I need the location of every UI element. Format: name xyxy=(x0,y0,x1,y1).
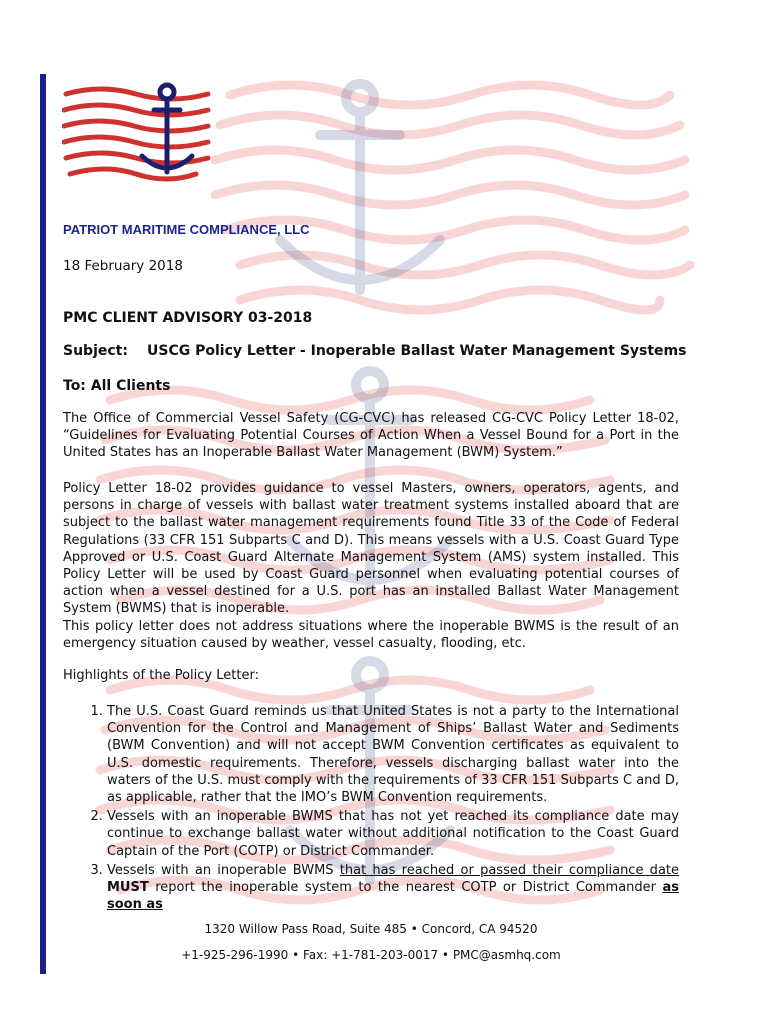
anchor-flag-icon xyxy=(62,80,212,188)
footer-address: 1320 Willow Pass Road, Suite 485 • Concord, CA 94520 xyxy=(204,922,538,936)
footer-contact: +1-925-296-1990 • Fax: +1-781-203-0017 • PMC@asmhq.com xyxy=(181,948,561,962)
list-item: 2. Vessels with an inoperable BWMS that has not yet reached its compliance date may continue to exchange ballast water without additional notification to the Coast Guard Captain of the Port (COTP) or District Commander. xyxy=(107,808,679,860)
subject-label: Subject: xyxy=(63,343,128,359)
item3-text-cont: report the inoperable system to the nearest COTP or District Commander xyxy=(148,880,663,896)
list-item: 1. The U.S. Coast Guard reminds us that United States is not a party to the International Convention for the Control and Management of Ships’ Ballast Water and Sediments (BWM Convention) and will not accept BWM Convention certificates as equivalent to U.S. domestic requirements. Therefore, vessels discharging ballast water into the waters of the U.S. must comply with the requirements of 33 CFR 151 Subparts C and D, as applicable, rather that the IMO’s BWM Convention requirements. xyxy=(107,703,679,806)
subject-line xyxy=(63,343,686,359)
paragraph-exclusion: This policy letter does not address situations where the inoperable BWMS is the result of an emergency situation caused by weather, vessel casualty, flooding, etc. xyxy=(63,619,679,652)
paragraph-intro: The Office of Commercial Vessel Safety (CG-CVC) has released CG-CVC Policy Letter 18-02, “Guidelines for Evaluating Potential Courses of Action When a Vessel Bound for a Port in the United States has an Inoperable Ballast Water Management (BWM) System.” xyxy=(63,411,679,461)
item3-underlined: that has reached or passed their compliance date xyxy=(339,862,679,878)
letter-date: 18 February 2018 xyxy=(63,258,183,274)
highlights-list xyxy=(63,703,679,915)
item3-text: Vessels with an inoperable BWMS xyxy=(107,862,340,878)
paragraph-scope: Policy Letter 18-02 provides guidance to vessel Masters, owners, operators, agents, and persons in charge of vessels with ballast water treatment systems installed aboard that are subject to the ballast water management requirements found Title 33 of the Code of Federal Regulations (33 CFR 151 Subparts C and D). This means vessels with a U.S. Coast Guard Type Approved or U.S. Coast Guard Alternate Management System (AMS) system installed. This Policy Letter will be used by Coast Guard personnel when evaluating potential courses of action when a vessel destined for a U.S. port has an installed Ballast Water Management System (BWMS) that is inoperable. xyxy=(63,481,679,617)
highlights-heading: Highlights of the Policy Letter: xyxy=(63,668,259,683)
list-item xyxy=(107,862,679,914)
subject-text: USCG Policy Letter - Inoperable Ballast Water Management Systems xyxy=(147,343,687,359)
recipient-line: To: All Clients xyxy=(63,378,171,394)
advisory-title: PMC CLIENT ADVISORY 03-2018 xyxy=(63,310,313,326)
item3-bold: MUST xyxy=(107,880,149,896)
company-name: PATRIOT MARITIME COMPLIANCE, LLC xyxy=(63,222,310,237)
item3-bold-underlined: as soon as xyxy=(107,880,679,913)
left-accent-bar xyxy=(40,74,46,974)
